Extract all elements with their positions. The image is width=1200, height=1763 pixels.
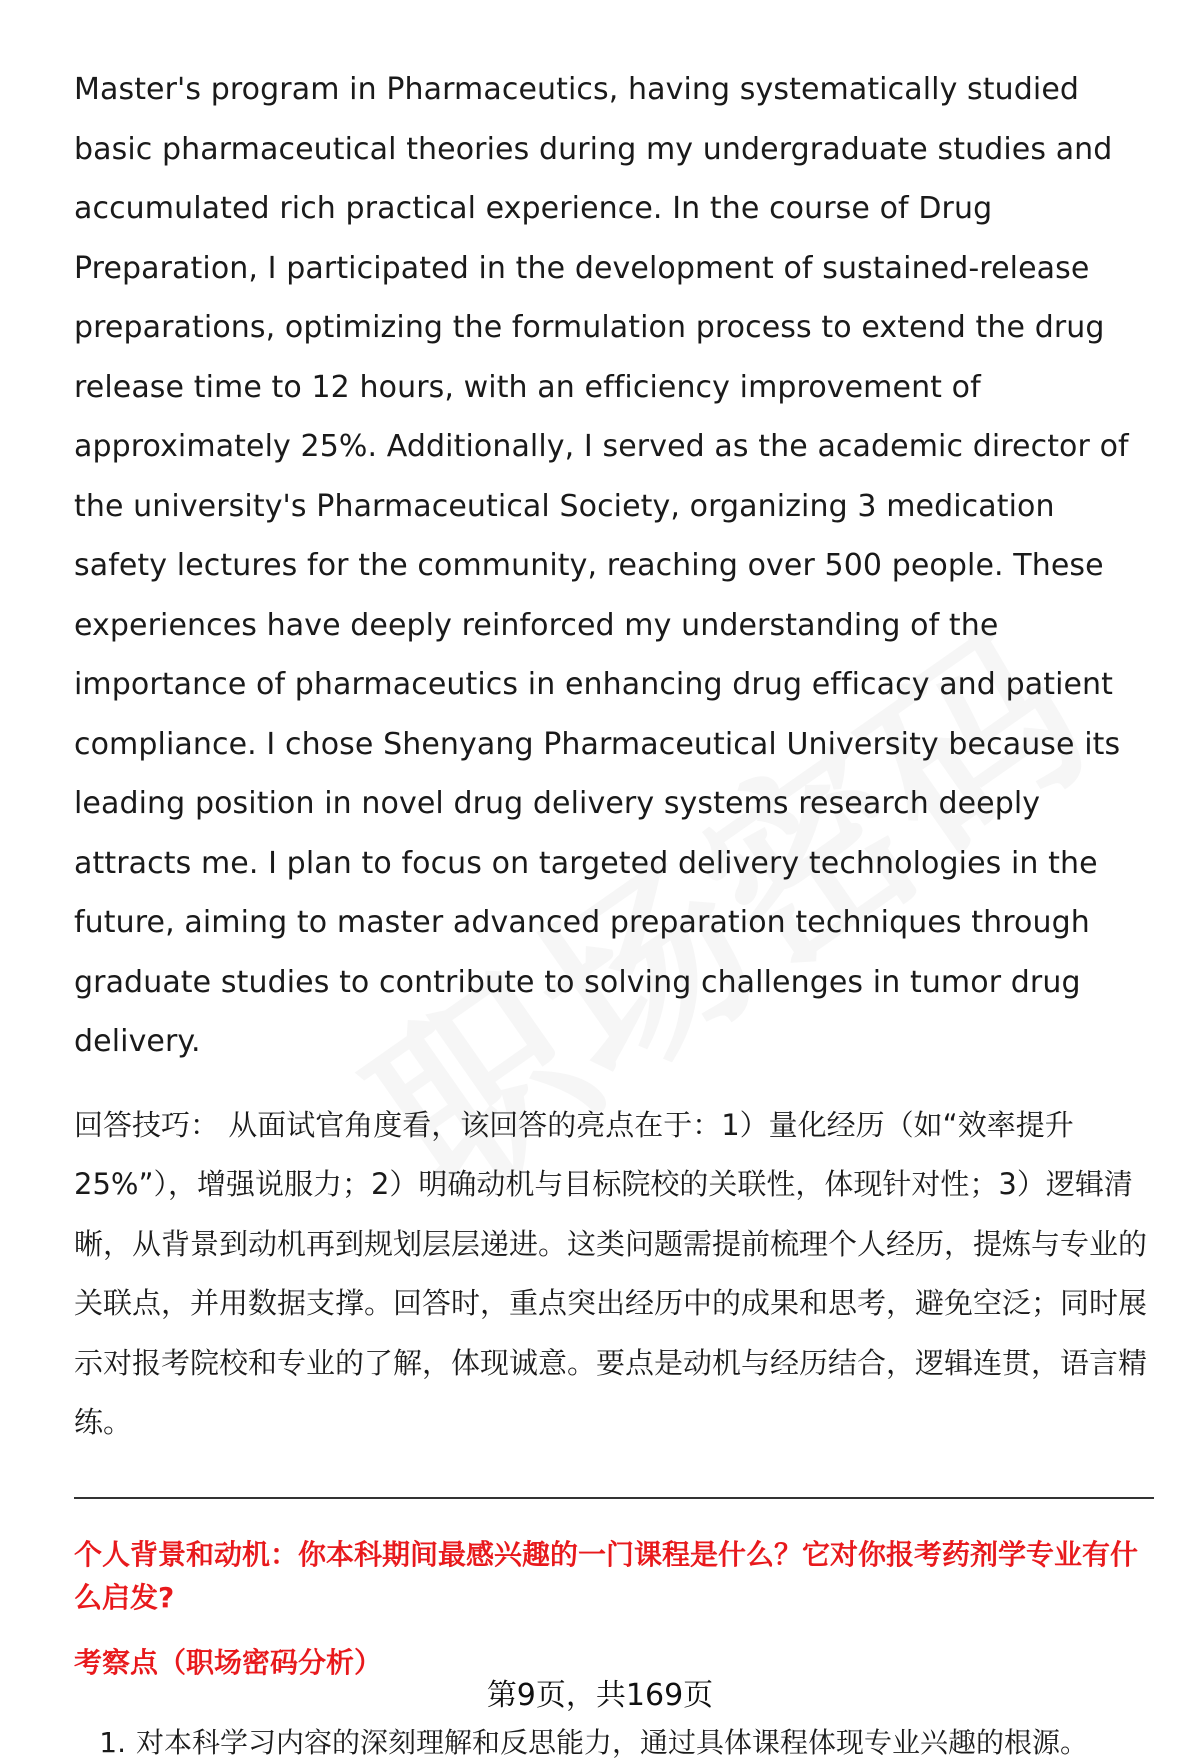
assessment-points-list: [74, 1723, 1154, 1763]
list-item-number: 1.: [99, 1725, 126, 1759]
document-page: [74, 60, 1154, 1763]
answer-paragraph: Master's program in Pharmaceutics, having systematically studied basic pharmaceutical theories during my undergraduate studies and accumulated rich practical experience. In the course of Drug Preparation, I participated in the development of sustained-release preparations, optimizing the formulation process to extend the drug release time to 12 hours, with an efficiency improvement of approximately 25%. Additionally, I served as the academic director of the university's Pharmaceutical Society, organizing 3 medication safety lectures for the community, reaching over 500 people. These experiences have deeply reinforced my understanding of the importance of pharmaceutics in enhancing drug efficacy and patient compliance. I chose Shenyang Pharmaceutical University because its leading position in novel drug delivery systems research deeply attracts me. I plan to focus on targeted delivery technologies in the future, aiming to master advanced preparation techniques through graduate studies to contribute to solving challenges in tumor drug delivery.: [74, 72, 1129, 1059]
page-number: 第9页，共169页: [486, 1678, 714, 1713]
question-title: 个人背景和动机：你本科期间最感兴趣的一门课程是什么？它对你报考药剂学专业有什么启发?: [74, 1537, 1139, 1614]
assessment-points-heading: 考察点（职场密码分析）: [74, 1645, 383, 1679]
list-item-text: 对本科学习内容的深刻理解和反思能力，通过具体课程体现专业兴趣的根源。: [136, 1725, 1089, 1759]
answer-tips-paragraph: 回答技巧： 从面试官角度看，该回答的亮点在于：1）量化经历（如“效率提升25%”），增强说服力；2）明确动机与目标院校的关联性，体现针对性；3）逻辑清晰，从背景到动机再到规划层层递进。这类问题需提前梳理个人经历，提炼与专业的关联点，并用数据支撑。回答时，重点突出经历中的成果和思考，避免空泛；同时展示对报考院校和专业的了解，体现诚意。要点是动机与经历结合，逻辑连贯，语言精练。: [74, 1107, 1148, 1439]
section-divider: [74, 1497, 1154, 1499]
list-item: [74, 1723, 1154, 1763]
